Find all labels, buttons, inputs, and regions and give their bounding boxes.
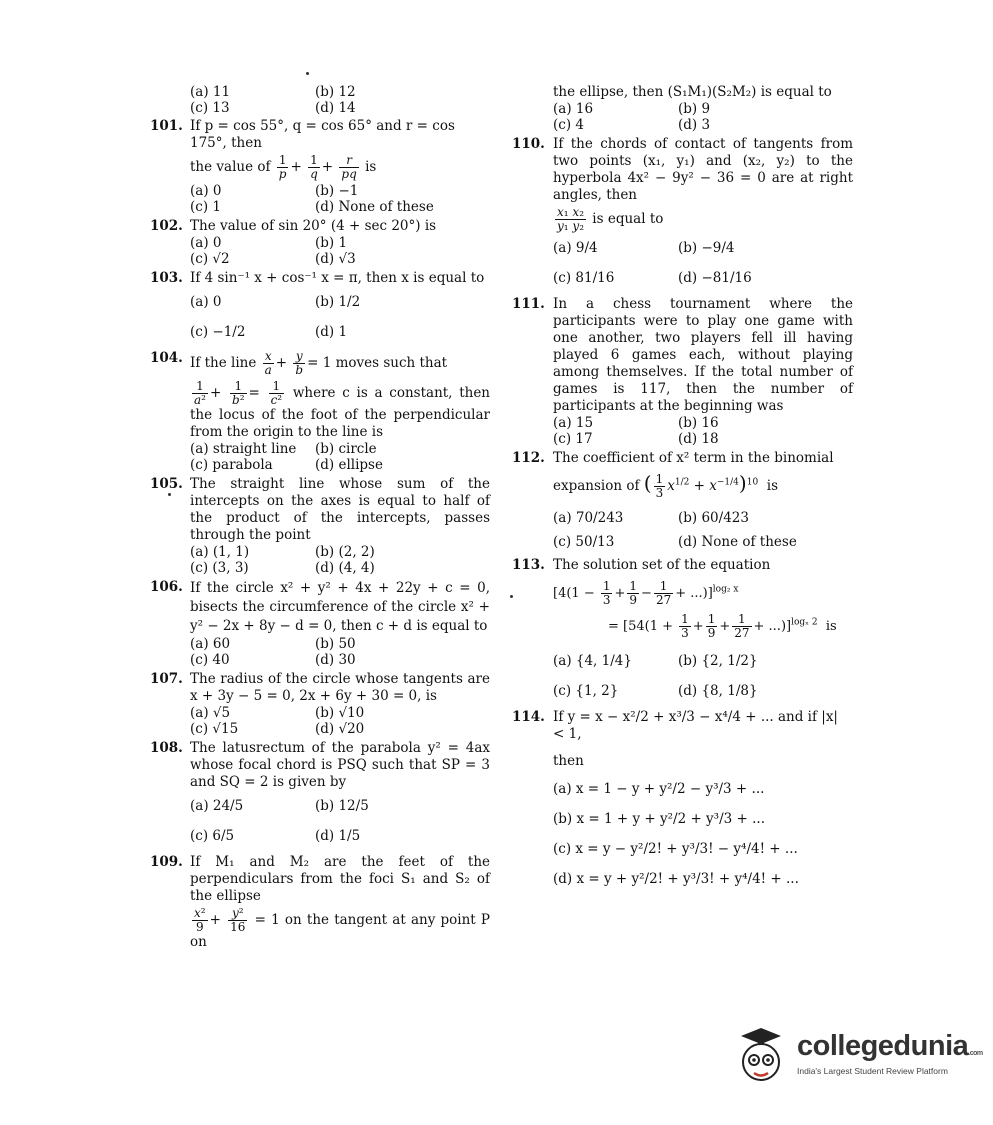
print-dot — [510, 595, 513, 598]
question-114: 114. If y = x − x²/2 + x³/3 − x⁴/4 + ... and if |x| < 1, then (a) x = 1 − y + y²/2 − y³/3 + ... (b) x = 1 + y + y²/2 + y³/3 + ... (c) x = y − y²/2! + y³/3! − y⁴/4! + ... (d) x = y + y²/2! + y³/3! + y⁴/4! + ... — [512, 709, 838, 887]
question-110: 110. If the chords of contact of tangents from two points (x₁, y₁) and (x₂, y₂) to the hyperbola 4x² − 9y² − 36 = 0 are at right angles, then $\frac{\text{x₁ x₂}}{\text{y₁ y₂}}$ is equal to (a) 9/4 (b) −9/4 (c) 81/16 (d) −81/16 — [512, 136, 853, 286]
logo-wordmark: collegedunia.com — [797, 1030, 983, 1062]
question-106: 106. If the circle x² + y² + 4x + 22y + c = 0, bisects the circumference of the circle x² + y² − 2x + 8y − d = 0, then c + d is equal to (a) 60 (b) 50 (c) 40 (d) 30 — [150, 579, 490, 668]
q100-options — [150, 84, 490, 116]
question-105: 105. The straight line whose sum of the intercepts on the axes is equal to half of the product of the intercepts, passes through the point (a) (1, 1) (b) (2, 2) (c) (3, 3) (d) (4, 4) — [150, 476, 490, 576]
option: (b) 12 — [315, 84, 356, 100]
question-113: 113. The solution set of the equation [4(1 − $\frac{1}{3}$ + $\frac{1}{9}$ − $\frac{1}{27}$ + ...)]$^{log_2 x}$ = [54(1 + $\frac{1}{3}$ + $\frac{1}{9}$ + $\frac{1}{27}$ + ...)]$^{log_x 2}$ is (a) {4, 1/4} (b) {2, 1/2} (c) {1, 2} (d) {8, 1/8} — [512, 557, 837, 699]
print-dot — [306, 72, 309, 75]
question-104: 104. If the line $\frac{x}{a}$ + $\frac{y}{b}$ = 1 moves such that $\frac{1}{\text{a²}}$ + $\frac{1}{\text{b²}}$ = $\frac{1}{\text{c²}}$ where c is a constant, then the locus of the foot of the perpendicular from the origin to the line is (a) straight line (b) circle (c) parabola (d) ellipse — [150, 349, 491, 473]
left-column — [150, 84, 490, 954]
question-112: 112. The coefficient of x² term in the binomial expansion of ( $\frac{1}{3}$ $x^{1/2} + x^{-1/4})^{10}$ is (a) 70/243 (b) 60/423 (c) 50/13 (d) None of these — [512, 450, 834, 550]
question-103: 103. If 4 sin⁻¹ x + cos⁻¹ x = π, then x is equal to (a) 0 (b) 1/2 (c) −1/2 (d) 1 — [150, 270, 485, 340]
question-102: 102. The value of sin 20° (4 + sec 20°) is (a) 0 (b) 1 (c) √2 (d) √3 — [150, 218, 437, 267]
logo-tagline: India's Largest Student Review Platform — [797, 1066, 948, 1076]
question-107: 107. The radius of the circle whose tangents are x + 3y − 5 = 0, 2x + 6y + 30 = 0, is (a) √5 (b) √10 (c) √15 (d) √20 — [150, 671, 490, 737]
question-101: 101. If p = cos 55°, q = cos 65° and r = cos 175°, then the value of $\frac{1}{p}$ + $\frac{1}{q}$ + $\frac{r}{pq}$ is (a) 0 (b) −1 (c) 1 (d) None of these — [150, 118, 455, 215]
print-dot — [168, 493, 171, 496]
question-108: 108. The latusrectum of the parabola y² = 4ax whose focal chord is PSQ such that SP = 3 and SQ = 2 is given by (a) 24/5 (b) 12/5 (c) 6/5 (d) 1/5 — [150, 740, 490, 844]
option: (a) 11 — [190, 84, 231, 100]
option: (d) 14 — [315, 100, 356, 116]
question-111: 111. In a chess tournament where the participants were to play one game with one another, two players fell ill having played 6 games each, without playing among themselves. If the total number of games is 117, then the number of participants at the beginning was (a) 15 (b) 16 (c) 17 (d) 18 — [512, 296, 853, 447]
option: (c) 13 — [190, 100, 230, 116]
question-109-continued: the ellipse, then (S₁M₁)(S₂M₂) is equal to (a) 16 (b) 9 (c) 4 (d) 3 — [553, 84, 832, 133]
right-column — [512, 84, 853, 897]
question-109: 109. If M₁ and M₂ are the feet of the perpendiculars from the foci S₁ and S₂ of the ellipse $\frac{\text{x²}}{9}$ + $\frac{\text{y²}}{16}$ = 1 on the tangent at any point P on — [150, 854, 491, 950]
